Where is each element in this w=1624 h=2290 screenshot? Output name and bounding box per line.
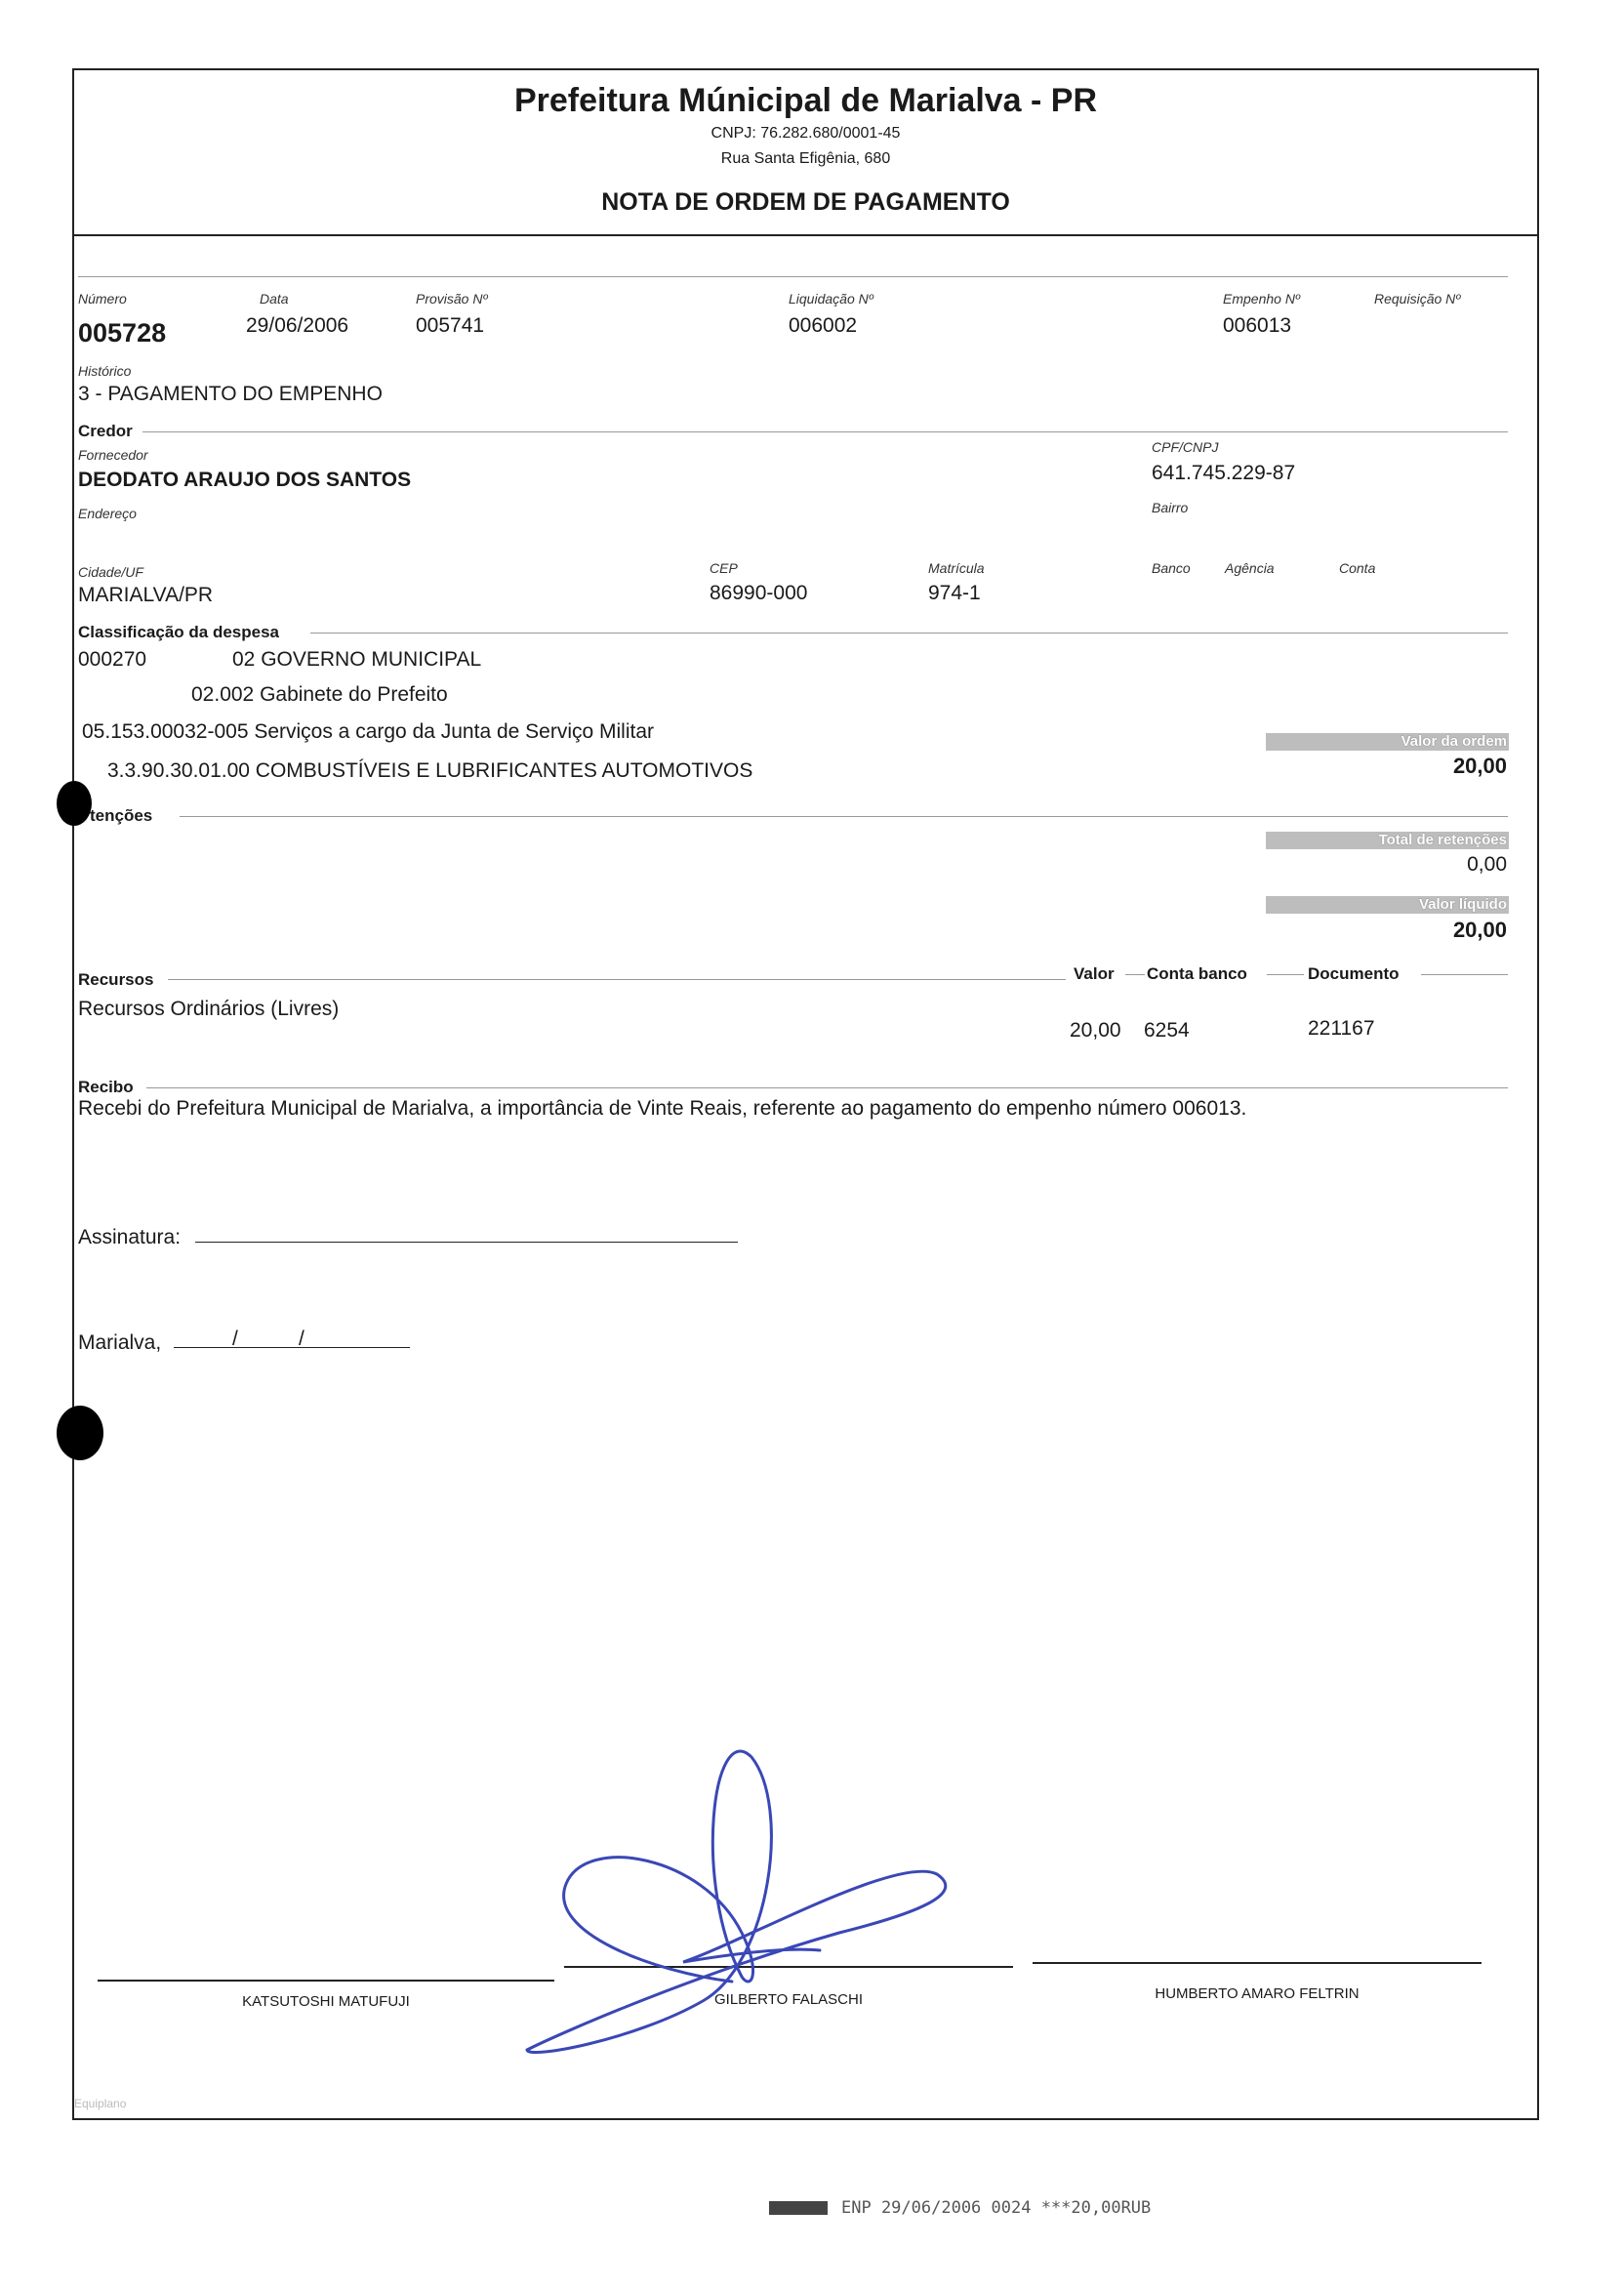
classificacao-unidade: 02.002 Gabinete do Prefeito (191, 683, 448, 706)
document-title: NOTA DE ORDEM DE PAGAMENTO (601, 188, 1010, 216)
ids-rule (78, 276, 1508, 277)
cidade-value: MARIALVA/PR (78, 584, 214, 606)
bairro-label: Bairro (1152, 500, 1189, 515)
recursos-valor: 20,00 (1070, 1019, 1121, 1042)
cpf-label: CPF/CNPJ (1152, 439, 1219, 455)
recursos-rule-3 (1267, 974, 1304, 975)
cnpj-text: CNPJ: 76.282.680/0001-45 (710, 125, 901, 142)
hole-punch-top (57, 781, 92, 826)
data-label: Data (260, 291, 289, 307)
numero-label: Número (78, 291, 127, 307)
classificacao-section: Classificação da despesa (78, 623, 280, 641)
credor-section: Credor (78, 422, 133, 440)
cep-label: CEP (710, 560, 738, 576)
valor-liquido-value: 20,00 (1452, 918, 1507, 942)
signatory-3: HUMBERTO AMARO FELTRIN (1155, 1985, 1360, 2002)
requisicao-label: Requisição Nº (1374, 291, 1461, 307)
historico-value: 3 - PAGAMENTO DO EMPENHO (78, 383, 383, 405)
classificacao-funcional: 05.153.00032-005 Serviços a cargo da Junta de Serviço Militar (82, 720, 655, 743)
assinatura-line (195, 1228, 738, 1243)
classificacao-elemento: 3.3.90.30.01.00 COMBUSTÍVEIS E LUBRIFICANTES AUTOMOTIVOS (107, 759, 753, 782)
recursos-conta: 6254 (1144, 1019, 1190, 1042)
agencia-label: Agência (1225, 560, 1275, 576)
recibo-section: Recibo (78, 1078, 134, 1096)
recursos-rule-2 (1125, 974, 1145, 975)
classificacao-rule (310, 633, 1508, 634)
date-slash-1: / (232, 1328, 238, 1350)
cpf-value: 641.745.229-87 (1152, 462, 1296, 484)
assinatura-label: Assinatura: (78, 1226, 182, 1248)
data-value: 29/06/2006 (246, 314, 349, 337)
credor-rule (142, 431, 1508, 432)
recursos-rule-4 (1421, 974, 1508, 975)
matricula-value: 974-1 (928, 582, 981, 604)
recibo-rule (146, 1087, 1508, 1088)
recursos-documento-label: Documento (1308, 964, 1400, 983)
liquidacao-label: Liquidação Nº (789, 291, 873, 307)
valor-ordem-value: 20,00 (1452, 754, 1507, 778)
signature-line-1 (98, 1980, 554, 1982)
address-text: Rua Santa Efigênia, 680 (720, 150, 891, 167)
classificacao-orgao: 02 GOVERNO MUNICIPAL (232, 648, 482, 671)
recursos-section: Recursos (78, 970, 154, 989)
banco-label: Banco (1152, 560, 1191, 576)
signature-line-3 (1033, 1962, 1482, 1964)
municipality-title: Prefeitura Múnicipal de Marialva - PR (513, 82, 1098, 119)
liquidacao-value: 006002 (789, 314, 858, 337)
endereco-label: Endereço (78, 506, 137, 521)
provisao-label: Provisão Nº (416, 291, 488, 307)
local-label: Marialva, (78, 1331, 162, 1354)
handwritten-signature (508, 1738, 976, 2069)
software-watermark: Equiplano (74, 2097, 127, 2110)
total-retencoes-label: Total de retenções (1378, 832, 1507, 848)
cep-value: 86990-000 (710, 582, 808, 604)
fornecedor-label: Fornecedor (78, 447, 148, 463)
retencoes-section: tenções (90, 806, 153, 825)
retencoes-rule (180, 816, 1508, 817)
numero-value: 005728 (78, 318, 167, 348)
header-separator (72, 234, 1539, 236)
matricula-label: Matrícula (928, 560, 985, 576)
stamp-logo-icon (769, 2201, 828, 2215)
recibo-text: Recebi do Prefeitura Municipal de Marialva, a importância de Vinte Reais, referente ao pagamento do empenho número 006013. (78, 1097, 1247, 1120)
empenho-label: Empenho Nº (1223, 291, 1301, 307)
classificacao-code: 000270 (78, 648, 147, 671)
empenho-value: 006013 (1223, 314, 1292, 337)
historico-label: Histórico (78, 363, 132, 379)
recursos-conta-label: Conta banco (1147, 964, 1247, 983)
recursos-valor-label: Valor (1074, 964, 1115, 983)
signatory-1: KATSUTOSHI MATUFUJI (242, 1993, 410, 2010)
bank-stamp: ENP 29/06/2006 0024 ***20,00RUB (769, 2198, 1151, 2218)
recursos-documento: 221167 (1308, 1017, 1375, 1040)
conta-label: Conta (1339, 560, 1376, 576)
cidade-label: Cidade/UF (78, 564, 143, 580)
provisao-value: 005741 (416, 314, 485, 337)
date-slash-2: / (299, 1328, 304, 1350)
fornecedor-value: DEODATO ARAUJO DOS SANTOS (78, 469, 412, 491)
signatory-2: GILBERTO FALASCHI (714, 1991, 863, 2008)
valor-liquido-label: Valor líquido (1418, 896, 1507, 913)
valor-ordem-label: Valor da ordem (1401, 733, 1507, 750)
hole-punch-bottom (57, 1406, 103, 1460)
total-retencoes-value: 0,00 (1467, 853, 1507, 876)
date-line (174, 1333, 410, 1348)
recursos-descricao: Recursos Ordinários (Livres) (78, 998, 340, 1020)
recursos-rule (168, 979, 1066, 980)
